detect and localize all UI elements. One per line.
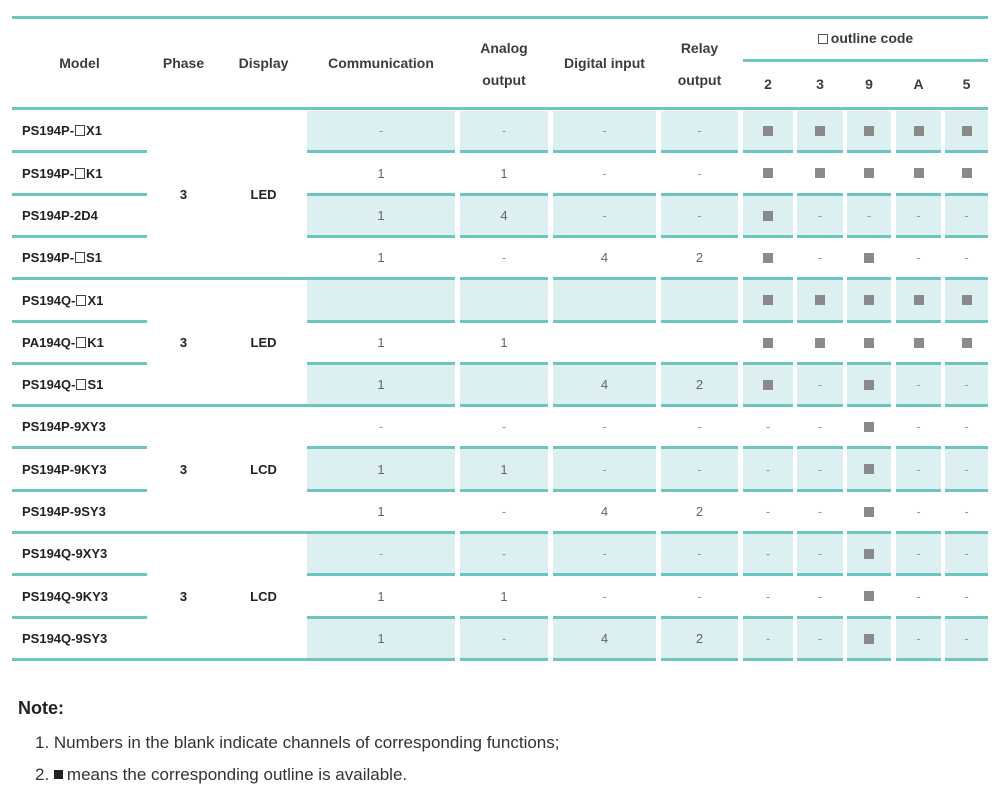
cell-digital-input: - — [553, 196, 656, 235]
cell-digital-input: 4 — [600, 504, 609, 519]
cell-outline-3: - — [797, 196, 843, 235]
available-square-icon — [763, 338, 773, 348]
cell-outline-A: - — [916, 250, 921, 265]
available-square-icon — [914, 295, 924, 305]
cell-outline-A — [896, 323, 941, 362]
cell-communication: 1 — [307, 619, 455, 658]
cell-outline-9 — [847, 619, 891, 658]
cell-outline-3: - — [817, 419, 823, 434]
model-prefix: PS194Q- — [22, 292, 76, 308]
available-square-icon — [864, 549, 874, 559]
cell-relay-output: - — [661, 111, 738, 150]
header-outline-1: 3 — [816, 76, 824, 92]
cell-analog-output: - — [460, 619, 548, 658]
cell-outline-A — [896, 280, 941, 320]
cell-communication: - — [307, 111, 455, 150]
cell-analog-output: 1 — [500, 165, 508, 181]
model-suffix: K1 — [87, 335, 104, 350]
available-square-icon — [815, 295, 825, 305]
note-section — [18, 698, 64, 719]
cell-outline-3: - — [817, 504, 823, 519]
cell-digital-input — [553, 280, 656, 320]
available-square-icon — [763, 295, 773, 305]
cell-outline-3: - — [797, 619, 843, 658]
cell-outline-A: - — [896, 449, 941, 489]
model-suffix: S1 — [87, 377, 104, 392]
model-prefix: PS194P- — [22, 250, 75, 265]
cell-communication: - — [378, 419, 384, 434]
group-display: LCD — [250, 588, 277, 604]
cell-outline-2 — [743, 111, 793, 150]
available-square-icon — [864, 464, 874, 474]
model-suffix: S1 — [86, 250, 102, 265]
note-item-1: 1. Numbers in the blank indicate channels of corresponding functions; — [35, 733, 560, 752]
cell-communication: 1 — [307, 365, 455, 404]
cell-outline-3 — [797, 153, 843, 193]
cell-relay-output: 2 — [695, 504, 704, 519]
model-prefix: PS194P- — [22, 123, 75, 138]
group-phase: 3 — [179, 461, 188, 477]
available-square-icon — [864, 168, 874, 178]
cell-outline-5 — [945, 111, 988, 150]
model-prefix: PS194Q-9SY3 — [22, 631, 108, 646]
cell-outline-2: - — [765, 504, 771, 519]
cell-outline-2: - — [743, 534, 793, 573]
outline-placeholder-box-icon — [75, 125, 85, 136]
cell-outline-5 — [945, 153, 988, 193]
available-square-icon — [914, 126, 924, 136]
available-square-icon — [914, 338, 924, 348]
model-prefix: PS194Q-9XY3 — [22, 546, 108, 561]
cell-communication-rule — [307, 658, 455, 661]
cell-communication: 1 — [377, 165, 385, 181]
cell-outline-A: - — [916, 504, 921, 519]
header-analog-output-line2: output — [482, 71, 526, 88]
cell-analog-output-rule — [460, 658, 548, 661]
model-prefix: PS194P-9XY3 — [22, 419, 106, 434]
cell-outline-rule — [945, 658, 988, 661]
header-outline-0: 2 — [764, 76, 772, 92]
cell-outline-3 — [797, 323, 843, 362]
available-square-icon — [962, 126, 972, 136]
group-phase: 3 — [179, 588, 188, 604]
available-square-icon — [864, 380, 874, 390]
cell-communication: 1 — [377, 588, 385, 604]
header-analog-output-line1: Analog — [480, 39, 528, 56]
cell-digital-input — [553, 323, 656, 362]
cell-analog-output: 4 — [460, 196, 548, 235]
available-square-icon — [864, 507, 874, 517]
cell-outline-A: - — [896, 196, 941, 235]
available-square-icon — [815, 168, 825, 178]
cell-outline-9 — [847, 492, 891, 531]
cell-analog-output: 1 — [460, 449, 548, 489]
table-row-model — [12, 407, 147, 446]
cell-digital-input: - — [602, 588, 607, 604]
cell-outline-rule — [743, 658, 793, 661]
cell-analog-output: 1 — [500, 335, 508, 350]
table-row-model — [12, 323, 147, 362]
available-square-icon — [763, 380, 773, 390]
available-square-icon — [864, 634, 874, 644]
available-square-icon — [864, 338, 874, 348]
model-suffix: X1 — [86, 123, 102, 138]
cell-relay-output: - — [661, 196, 738, 235]
available-square-icon — [815, 338, 825, 348]
model-prefix: PS194P-9SY3 — [22, 504, 106, 519]
cell-outline-9 — [847, 280, 891, 320]
outline-placeholder-box-icon — [75, 168, 85, 179]
cell-outline-5: - — [964, 588, 969, 604]
note-item-2 — [35, 765, 407, 785]
cell-relay-output — [661, 280, 738, 320]
header-outline-code — [743, 18, 988, 59]
cell-relay-output: - — [697, 588, 702, 604]
available-square-icon — [962, 295, 972, 305]
cell-outline-9 — [847, 238, 891, 277]
cell-outline-2 — [743, 196, 793, 235]
cell-outline-5: - — [945, 619, 988, 658]
cell-analog-output: - — [460, 534, 548, 573]
group-phase: 3 — [179, 334, 188, 350]
product-model-table — [12, 0, 988, 665]
cell-outline-rule — [797, 658, 843, 661]
table-row-model — [12, 534, 147, 573]
cell-outline-5: - — [945, 196, 988, 235]
available-square-icon — [864, 295, 874, 305]
cell-outline-3 — [797, 111, 843, 150]
model-prefix: PS194P- — [22, 165, 75, 181]
cell-communication: 1 — [307, 449, 455, 489]
filled-square-icon — [54, 770, 63, 779]
cell-outline-3: - — [797, 365, 843, 404]
cell-communication: 1 — [377, 504, 385, 519]
cell-communication — [307, 280, 455, 320]
available-square-icon — [914, 168, 924, 178]
cell-outline-9 — [847, 449, 891, 489]
cell-analog-output: - — [501, 504, 507, 519]
model-prefix: PS194Q-9KY3 — [22, 588, 108, 604]
header-outline-4: 5 — [962, 76, 971, 92]
cell-analog-output — [460, 280, 548, 320]
available-square-icon — [763, 211, 773, 221]
cell-outline-2 — [743, 238, 793, 277]
cell-relay-output: 2 — [695, 250, 704, 265]
cell-analog-output: - — [501, 250, 507, 265]
cell-communication: 1 — [377, 335, 385, 350]
table-row-model — [12, 196, 147, 235]
available-square-icon — [815, 126, 825, 136]
header-outline-3: A — [913, 76, 924, 92]
cell-outline-5: - — [964, 504, 969, 519]
group-rule — [147, 658, 307, 661]
available-square-icon — [864, 126, 874, 136]
group-display: LCD — [250, 461, 277, 477]
cell-digital-input: - — [602, 165, 607, 181]
available-square-icon — [864, 253, 874, 263]
cell-communication: - — [307, 534, 455, 573]
cell-outline-2: - — [743, 619, 793, 658]
cell-outline-9 — [847, 576, 891, 616]
cell-relay-output: - — [697, 419, 702, 434]
cell-outline-9 — [847, 153, 891, 193]
cell-digital-input: 4 — [600, 250, 609, 265]
cell-outline-5: - — [964, 250, 969, 265]
table-row-model — [12, 238, 147, 277]
cell-relay-output: - — [661, 534, 738, 573]
cell-relay-output — [661, 323, 738, 362]
cell-outline-3: - — [797, 449, 843, 489]
cell-outline-2: - — [743, 449, 793, 489]
cell-outline-9: - — [847, 196, 891, 235]
outline-placeholder-box-icon — [76, 337, 86, 348]
note-title: Note: — [18, 698, 64, 718]
header-display: Display — [238, 55, 289, 71]
outline-code-label: outline code — [830, 30, 914, 46]
table-row-model — [12, 365, 147, 404]
cell-outline-A: - — [896, 619, 941, 658]
outline-placeholder-box-icon — [76, 379, 86, 390]
header-relay-output — [661, 18, 738, 109]
cell-outline-5 — [945, 323, 988, 362]
table-row-model — [12, 492, 147, 531]
cell-outline-9 — [847, 407, 891, 446]
table-row-model — [12, 153, 147, 193]
cell-relay-output: - — [661, 449, 738, 489]
model-prefix: PS194P-2D4 — [22, 208, 98, 223]
model-suffix: X1 — [87, 292, 104, 308]
header-phase: Phase — [162, 55, 205, 71]
table-row-model — [12, 111, 147, 150]
header-relay-output-line1: Relay — [680, 39, 719, 56]
group-display: LED — [250, 334, 277, 350]
cell-outline-A: - — [916, 419, 921, 434]
table-row-model — [12, 280, 147, 320]
cell-outline-3: - — [797, 534, 843, 573]
cell-outline-A: - — [916, 588, 921, 604]
cell-analog-output: - — [460, 111, 548, 150]
outline-placeholder-box-icon — [75, 252, 85, 263]
cell-outline-2 — [743, 365, 793, 404]
group-phase: 3 — [179, 186, 188, 202]
header-relay-output-line2: output — [677, 71, 722, 88]
cell-digital-input: 4 — [553, 619, 656, 658]
cell-outline-2 — [743, 323, 793, 362]
cell-analog-output: 1 — [500, 588, 508, 604]
cell-outline-3: - — [817, 250, 823, 265]
table-row-model — [12, 449, 147, 489]
outline-placeholder-box-icon — [818, 34, 828, 44]
available-square-icon — [763, 253, 773, 263]
cell-outline-2 — [743, 280, 793, 320]
cell-outline-3 — [797, 280, 843, 320]
cell-outline-5 — [945, 280, 988, 320]
cell-outline-A — [896, 111, 941, 150]
header-outline-2: 9 — [865, 76, 873, 92]
cell-relay-output: 2 — [661, 365, 738, 404]
cell-outline-A: - — [896, 365, 941, 404]
note-item-2-text: means the corresponding outline is available. — [66, 765, 408, 784]
model-prefix: PA194Q- — [22, 335, 76, 350]
cell-digital-input: - — [602, 419, 607, 434]
cell-analog-output: - — [501, 419, 507, 434]
cell-analog-output — [460, 365, 548, 404]
available-square-icon — [864, 422, 874, 432]
available-square-icon — [763, 126, 773, 136]
cell-outline-5: - — [964, 419, 969, 434]
cell-digital-input: 4 — [553, 365, 656, 404]
cell-outline-5: - — [945, 449, 988, 489]
cell-digital-input: - — [553, 111, 656, 150]
cell-outline-rule — [847, 658, 891, 661]
cell-relay-output: 2 — [661, 619, 738, 658]
cell-outline-9 — [847, 365, 891, 404]
model-suffix: K1 — [86, 165, 103, 181]
cell-relay-output-rule — [661, 658, 738, 661]
header-communication: Communication — [328, 55, 434, 71]
available-square-icon — [962, 338, 972, 348]
cell-outline-A: - — [896, 534, 941, 573]
cell-communication: 1 — [377, 250, 385, 265]
cell-outline-9 — [847, 111, 891, 150]
header-analog-output — [460, 18, 548, 109]
available-square-icon — [763, 168, 773, 178]
cell-digital-input: - — [553, 534, 656, 573]
cell-outline-A — [896, 153, 941, 193]
model-prefix: PS194Q- — [22, 377, 76, 392]
cell-outline-2: - — [765, 419, 771, 434]
cell-outline-3: - — [817, 588, 823, 604]
cell-outline-5: - — [945, 365, 988, 404]
table-row-model — [12, 576, 147, 616]
cell-outline-9 — [847, 534, 891, 573]
header-model: Model — [59, 55, 100, 71]
cell-digital-input: - — [553, 449, 656, 489]
model-row-rule — [12, 658, 147, 661]
cell-outline-rule — [896, 658, 941, 661]
model-prefix: PS194P-9KY3 — [22, 461, 107, 477]
header-digital-input: Digital input — [564, 55, 645, 71]
group-display: LED — [250, 186, 277, 202]
table-row-model — [12, 619, 147, 658]
cell-digital-input-rule — [553, 658, 656, 661]
cell-outline-2 — [743, 153, 793, 193]
available-square-icon — [864, 591, 874, 601]
cell-outline-9 — [847, 323, 891, 362]
cell-communication: 1 — [307, 196, 455, 235]
available-square-icon — [962, 168, 972, 178]
cell-outline-5: - — [945, 534, 988, 573]
note-item-2-number: 2. — [35, 765, 50, 784]
cell-outline-2: - — [765, 588, 771, 604]
outline-placeholder-box-icon — [76, 295, 86, 306]
cell-relay-output: - — [697, 165, 702, 181]
